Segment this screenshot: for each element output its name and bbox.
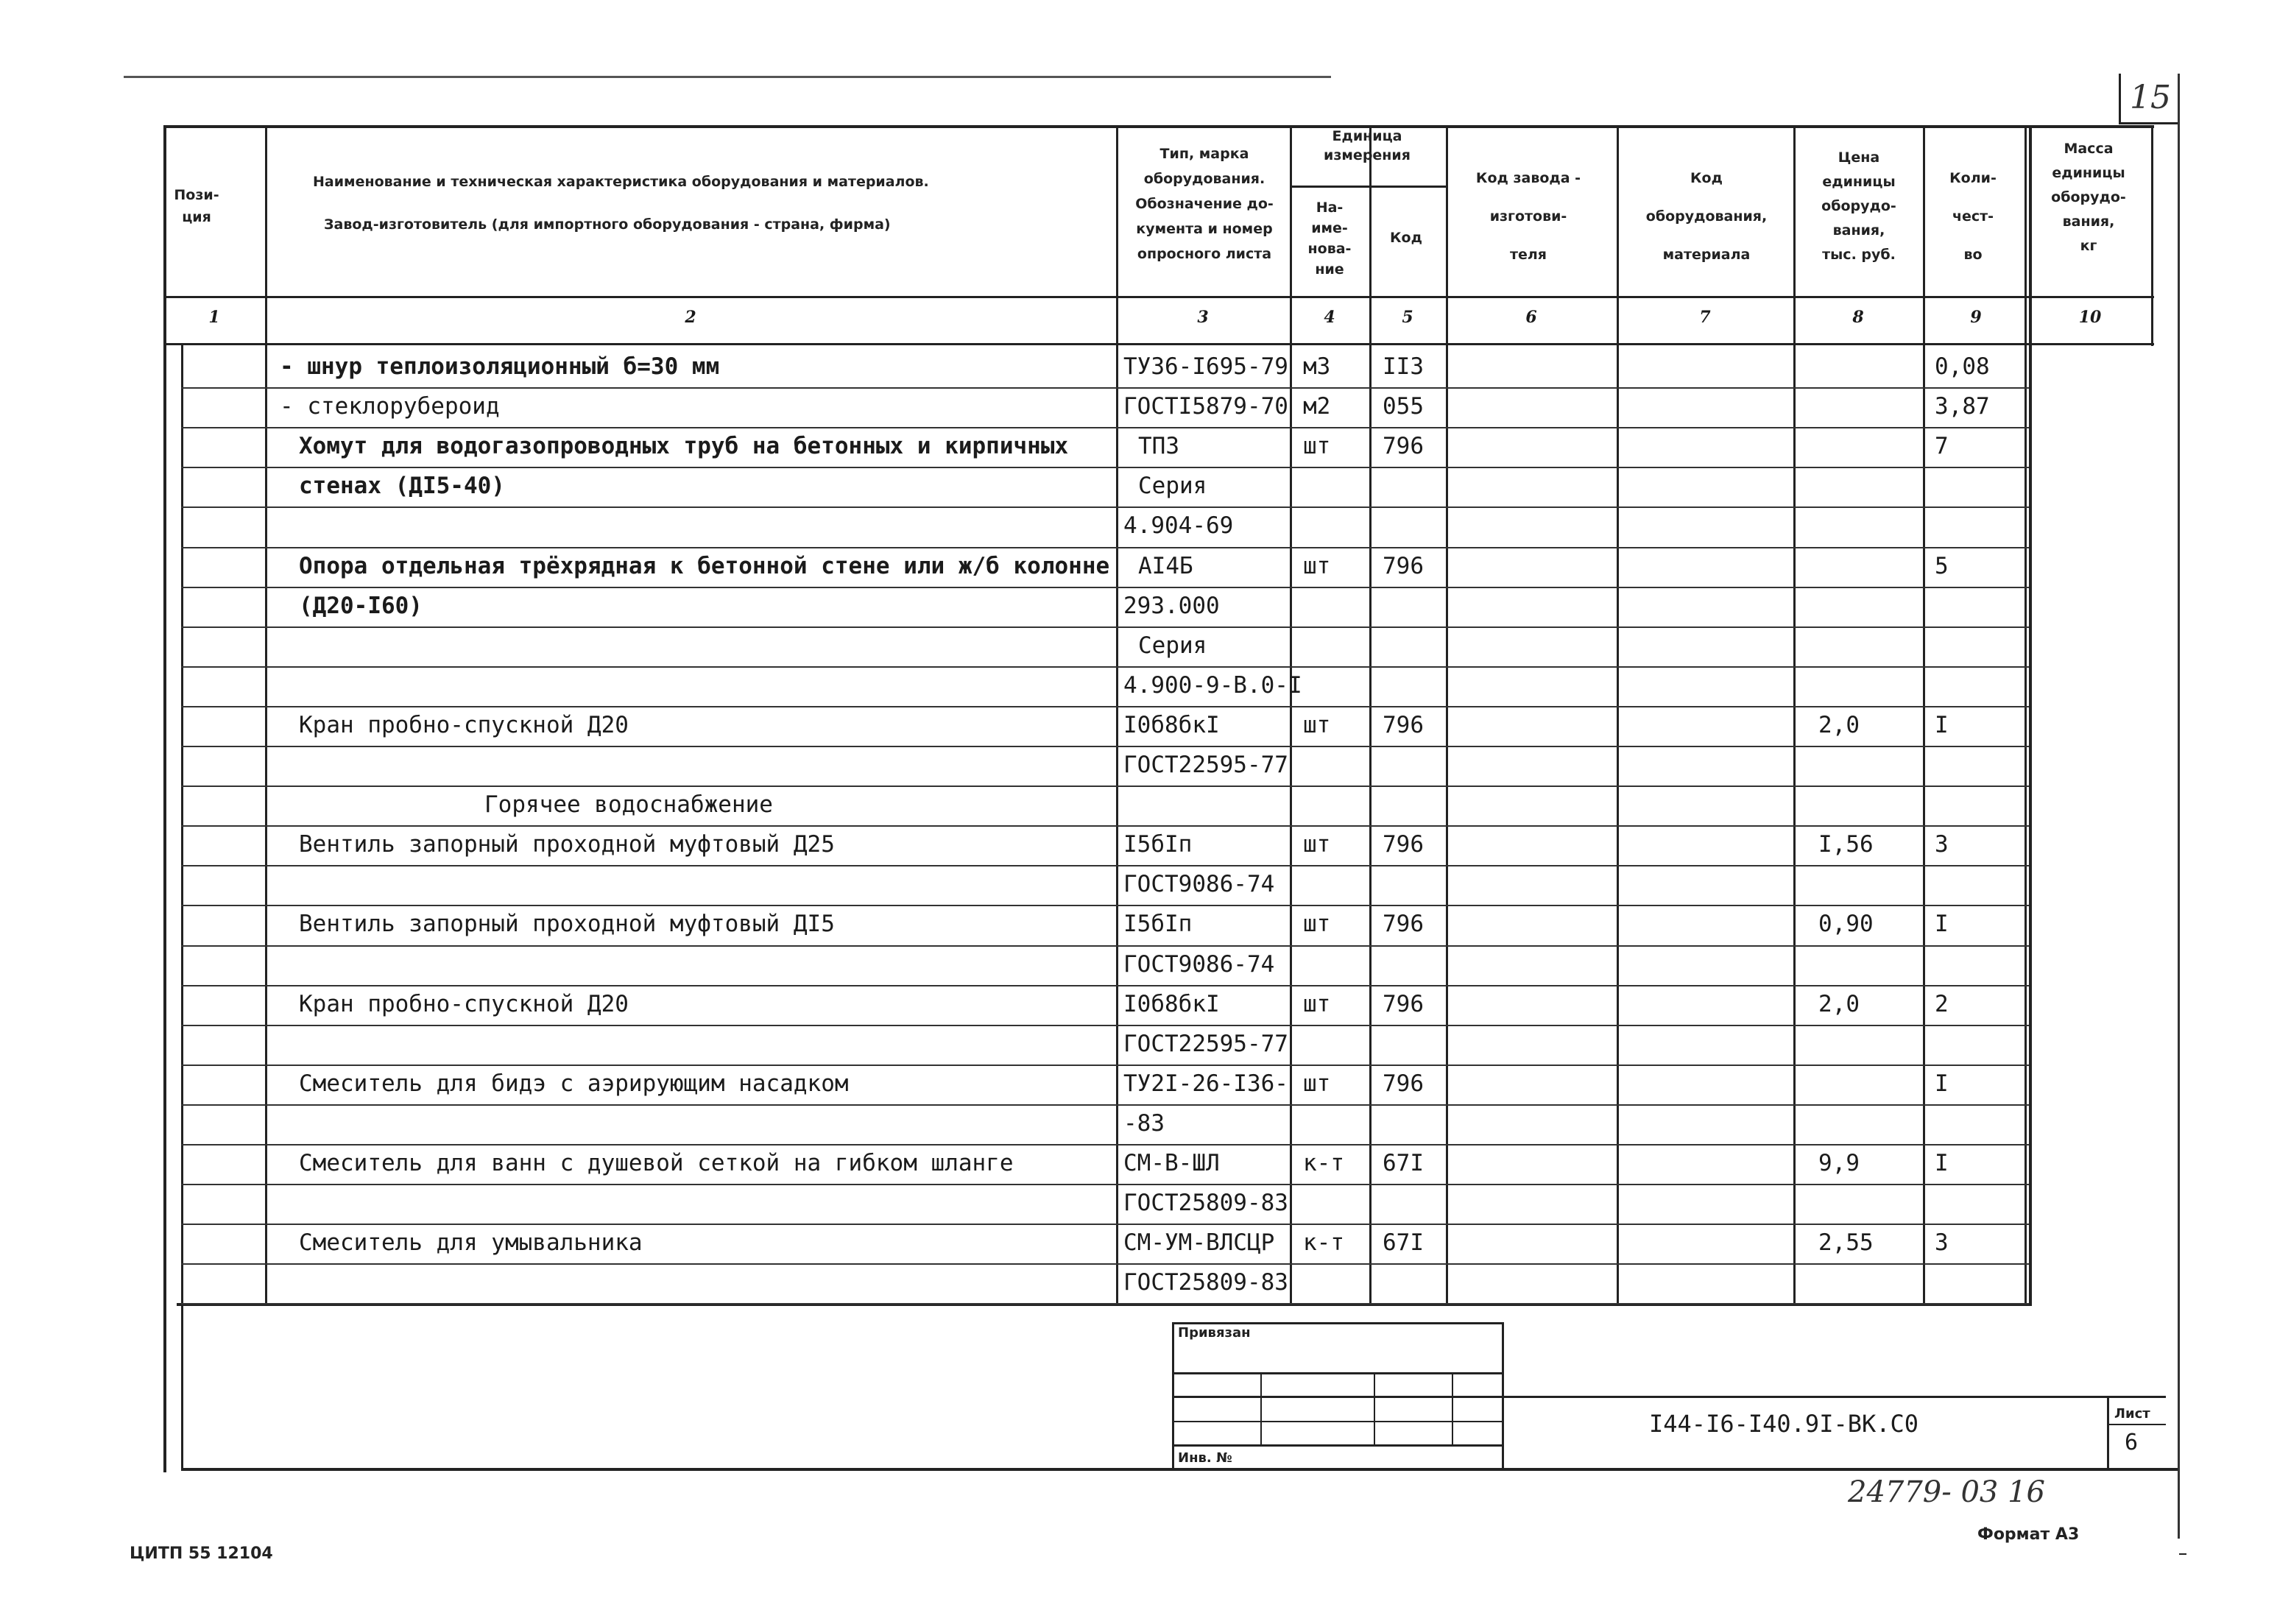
column-divider-8 [1923,125,1925,1303]
row-type-3: ТПЗ [1138,433,1179,460]
row-unit-3: шт [1303,433,1331,460]
row-name-19: Смеситель для бидэ с аэрирующим насадком [299,1070,849,1097]
row-separator [181,1065,2029,1066]
row-price-23: 2,55 [1818,1229,1874,1257]
column-number-8: 8 [1852,308,1864,327]
row-code-13: 796 [1383,831,1424,858]
header-bottom-border [163,296,2154,298]
row-type-14: ГОСТ9086-74 [1123,871,1275,898]
column-number-3: 3 [1197,308,1209,327]
document-code: I44-I6-I40.9I-ВК.С0 [1649,1410,1919,1438]
column-number-7: 7 [1699,308,1711,327]
row-name-15: Вентиль запорный проходной муфтовый ДI5 [299,911,835,938]
row-separator [181,825,2029,827]
row-type-18: ГОСТ22595-77 [1123,1030,1288,1057]
row-unit-15: шт [1303,911,1331,938]
row-separator [181,387,2029,389]
column-number-1: 1 [208,308,220,327]
sheet-box-mid [2107,1424,2166,1425]
row-code-3: 796 [1383,433,1424,460]
row-type-21: СМ-В-ШЛ [1123,1150,1220,1176]
row-type-17: I0б8бкI [1123,990,1220,1017]
row-separator [181,785,2029,787]
stamp-left [1172,1322,1174,1469]
row-type-20: -83 [1123,1109,1165,1137]
column-divider-5 [1446,125,1448,1303]
row-type-13: I5бIп [1123,831,1193,858]
handwritten-archive-number: 24779- 03 16 [1848,1475,2045,1509]
row-type-8: Серия [1138,632,1207,659]
stamp-line-4 [1172,1444,1503,1447]
stamp-line-1 [1172,1372,1503,1374]
row-type-23: СМ-УМ-ВЛСЦР [1123,1229,1275,1257]
row-qty-1: 0,08 [1935,353,1990,380]
row-qty-19: I [1935,1070,1949,1097]
column-divider-bold [2029,125,2032,1303]
row-price-17: 2,0 [1818,990,1860,1017]
row-type-2: ГОСТI5879-70 [1123,393,1288,420]
stamp-top [1172,1322,1503,1324]
row-qty-10: I [1935,711,1949,738]
stamp-line-3 [1172,1421,1503,1422]
table-left-border [163,125,166,1472]
row-qty-2: 3,87 [1935,393,1990,420]
column-numbers-border [163,343,2154,345]
row-type-1: ТУ36-I695-79 [1123,353,1288,380]
row-price-21: 9,9 [1818,1150,1860,1176]
row-unit-6: шт [1303,552,1331,579]
row-separator [181,945,2029,947]
stamp-linked-label: Привязан [1178,1325,1251,1341]
column-number-5: 5 [1402,308,1413,327]
header-col4: На- име- нова- ние [1307,200,1352,278]
row-name-21: Смеситель для ванн с душевой сеткой на гибком шланге [299,1150,1014,1176]
row-separator [181,905,2029,906]
table-right-border [2151,125,2153,346]
row-type-11: ГОСТ22595-77 [1123,752,1288,778]
row-separator [181,1263,2029,1265]
column-number-9: 9 [1970,308,1982,327]
column-divider-7 [1793,125,1796,1303]
stamp-line-2 [1172,1396,2166,1398]
right-frame-line [2178,74,2180,1539]
table-top-border [163,125,2154,128]
row-type-22: ГОСТ25809-83 [1123,1190,1288,1217]
row-code-10: 796 [1383,711,1424,738]
unit-group-divider [1290,186,1446,188]
column-divider-6 [1617,125,1619,1303]
column-divider-4 [1369,125,1372,1303]
row-code-19: 796 [1383,1070,1424,1097]
row-type-9: 4.900-9-В.0-I [1123,671,1302,699]
header-col7: Код оборудования, материала [1645,170,1768,263]
row-name-4: стенах (ДI5-40) [299,473,505,500]
row-unit-23: к-т [1303,1229,1344,1257]
row-separator [181,467,2029,468]
row-name-13: Вентиль запорный проходной муфтовый Д25 [299,831,835,858]
row-code-2: 055 [1383,393,1424,420]
header-col5: Код [1390,230,1422,246]
row-name-3: Хомут для водогазопроводных труб на бетонных и кирпичных [299,433,1069,460]
row-qty-3: 7 [1935,433,1949,460]
row-unit-17: шт [1303,990,1331,1017]
frame-bottom-line [181,1468,2178,1471]
row-qty-13: 3 [1935,831,1949,858]
row-separator [181,1025,2029,1026]
row-separator [181,1303,2029,1305]
row-unit-10: шт [1303,711,1331,738]
header-col9: Коли- чест- во [1949,170,1997,263]
row-separator [181,547,2029,548]
bottom-left-code: ЦИТП 55 12104 [130,1544,273,1563]
stamp-v3 [1452,1372,1453,1446]
row-name-17: Кран пробно-спускной Д20 [299,990,629,1017]
sheet-number: 6 [2125,1430,2139,1455]
row-type-10: I0б8бкI [1123,711,1220,738]
header-col8: Цена единицы оборудо- вания, тыс. руб. [1821,149,1896,263]
row-separator [181,587,2029,588]
row-name-23: Смеситель для умывальника [299,1229,643,1257]
row-separator [181,666,2029,668]
row-qty-6: 5 [1935,552,1949,579]
row-separator [181,1184,2029,1185]
column-number-4: 4 [1324,308,1335,327]
header-col2-line2: Завод-изготовитель (для импортного оборудования - страна, фирма) [324,216,891,233]
top-rule [124,76,1331,78]
row-name-7: (Д20-I60) [299,592,423,619]
sheet-box-left [2107,1396,2109,1469]
format-label: Формат А3 [1977,1525,2080,1544]
row-name-1: - шнур теплоизоляционный б=30 мм [280,353,720,380]
column-divider-2 [1116,125,1118,1303]
header-col10: Масса единицы оборудо- вания, кг [2051,141,2126,254]
row-name-12: Горячее водоснабжение [484,791,773,819]
row-type-24: ГОСТ25809-83 [1123,1269,1288,1296]
header-col6: Код завода - изготови- теля [1475,170,1581,263]
row-unit-1: м3 [1303,353,1331,380]
row-code-6: 796 [1383,552,1424,579]
row-unit-13: шт [1303,831,1331,858]
row-code-15: 796 [1383,911,1424,938]
column-number-10: 10 [2078,308,2102,327]
row-type-7: 293.000 [1123,592,1220,619]
stamp-v1 [1260,1372,1262,1446]
row-price-13: I,56 [1818,831,1874,858]
frame-corner [2179,1553,2186,1555]
column-divider-9 [2025,125,2027,1303]
sheet-label: Лист [2114,1406,2150,1422]
row-separator [181,746,2029,747]
row-separator [181,427,2029,428]
row-code-23: 67I [1383,1229,1424,1257]
row-price-10: 2,0 [1818,711,1860,738]
header-col1: Пози- ция [174,187,219,225]
row-price-15: 0,90 [1818,911,1874,938]
row-name-10: Кран пробно-спускной Д20 [299,711,629,738]
row-code-1: II3 [1383,353,1424,380]
row-type-5: 4.904-69 [1123,512,1234,540]
stamp-inv-label: Инв. № [1178,1450,1232,1466]
row-separator [181,985,2029,986]
row-unit-21: к-т [1303,1150,1344,1176]
row-type-4: Серия [1138,473,1207,500]
row-unit-19: шт [1303,1070,1331,1097]
row-qty-15: I [1935,911,1949,938]
row-qty-17: 2 [1935,990,1949,1017]
row-type-16: ГОСТ9086-74 [1123,950,1275,978]
row-name-6: Опора отдельная трёхрядная к бетонной стене или ж/б колонне [299,552,1110,579]
row-code-21: 67I [1383,1150,1424,1176]
header-col2-line1: Наименование и техническая характеристика оборудования и материалов. [313,174,929,190]
column-number-2: 2 [685,308,696,327]
row-separator [181,626,2029,628]
header-col45-group: Единица измерения [1324,128,1411,163]
row-separator [181,1104,2029,1106]
sheet-corner-number: 15 [2119,74,2180,124]
stamp-right [1502,1322,1504,1469]
row-separator [181,1224,2029,1225]
row-type-6: АI4Б [1138,552,1193,579]
row-name-2: - стеклорубероид [280,393,500,420]
row-qty-21: I [1935,1150,1949,1176]
column-divider-3 [1290,125,1292,1303]
row-separator [181,506,2029,508]
column-divider-1 [265,125,267,1303]
header-col3: Тип, марка оборудования. Обозначение до- кумента и номер опросного листа [1135,146,1274,262]
row-unit-2: м2 [1303,393,1331,420]
row-separator [181,865,2029,866]
row-qty-23: 3 [1935,1229,1949,1257]
stamp-v2 [1374,1372,1375,1446]
row-code-17: 796 [1383,990,1424,1017]
row-type-15: I5бIп [1123,911,1193,938]
column-number-6: 6 [1525,308,1537,327]
row-type-19: ТУ2I-26-I36- [1123,1070,1288,1097]
row-separator [181,706,2029,707]
row-separator [181,1144,2029,1145]
